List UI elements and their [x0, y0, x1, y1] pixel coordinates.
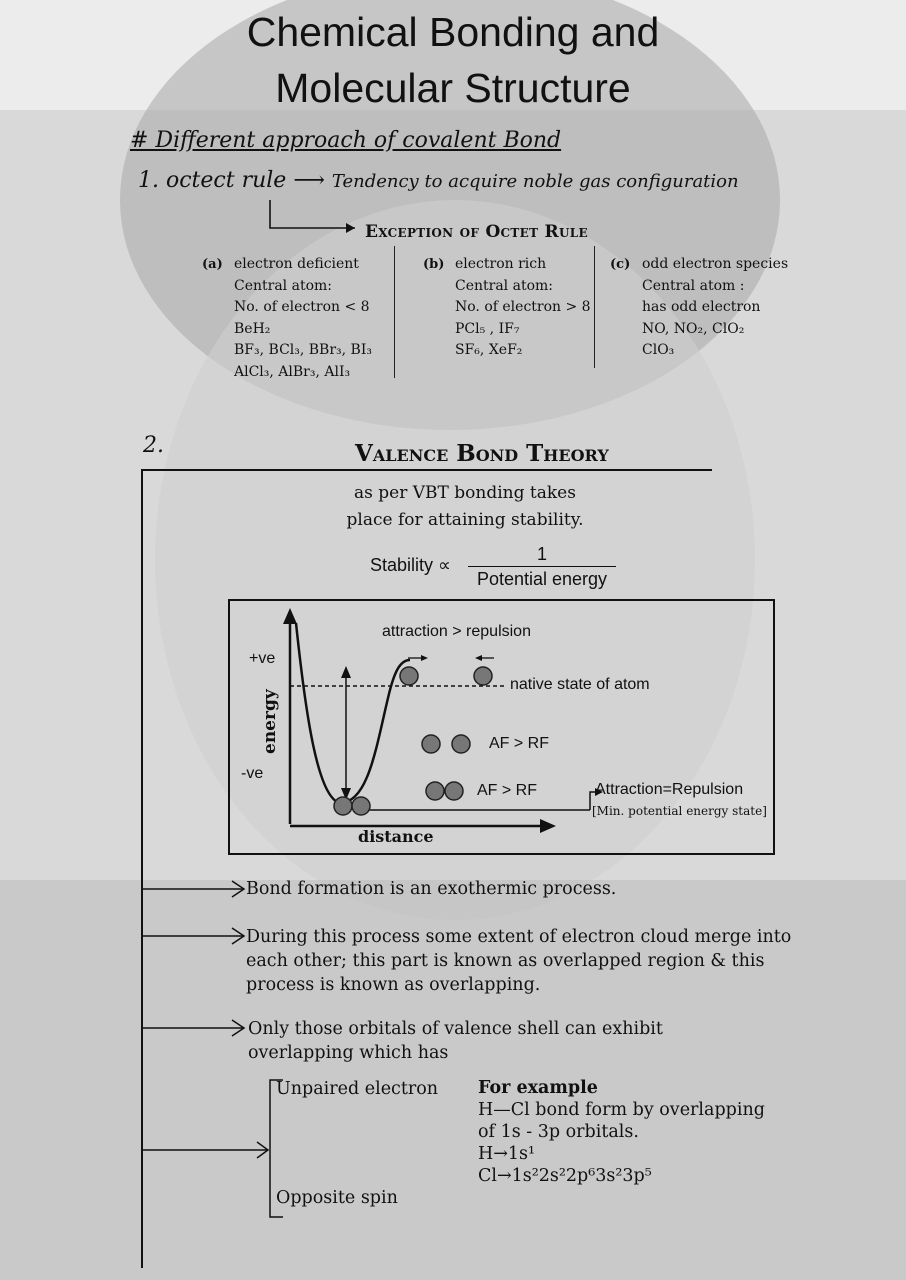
atom-icon	[445, 782, 463, 800]
column-line: electron deficient	[234, 256, 359, 272]
column-line: AlCl₃, AlBr₃, AlI₃	[234, 363, 351, 380]
column-tag: (b)	[423, 257, 445, 272]
point-3	[248, 1017, 663, 1065]
column-line: SF₆, XeF₂	[455, 342, 523, 358]
atom-icon	[426, 782, 444, 800]
handwritten-item-2: 2.	[143, 433, 164, 458]
atom-icon	[474, 667, 492, 685]
title-line-1: Chemical Bonding and	[246, 9, 660, 55]
example-block	[478, 1077, 765, 1187]
atom-icon	[352, 797, 370, 815]
condition-unpaired: Unpaired electron	[276, 1079, 439, 1099]
attraction-repulsion-label: Attraction=Repulsion	[595, 781, 744, 798]
atom-icon	[422, 735, 440, 753]
stability-label: Stability ∝	[370, 555, 451, 575]
af-rf-label-1: AF > RF	[489, 735, 550, 752]
point-1: Bond formation is an exothermic process.	[246, 879, 617, 899]
min-pe-label: [Min. potential energy state]	[592, 804, 767, 818]
fraction-numerator: 1	[536, 544, 547, 564]
point-2-line-1: During this process some extent of electron cloud merge into	[246, 927, 792, 947]
cl-config: Cl→1s²2s²2p⁶3s²3p⁵	[478, 1166, 652, 1186]
column-line: No. of electron < 8	[234, 299, 370, 315]
atom-icon	[400, 667, 418, 685]
column-line: No. of electron > 8	[455, 299, 591, 315]
column-line: Central atom :	[642, 277, 745, 294]
column-line: BF₃, BCl₃, BBr₃, BI₃	[234, 342, 372, 358]
vbt-description	[300, 480, 630, 534]
vbt-text-line-1: as per VBT bonding takes	[354, 483, 576, 503]
x-axis-arrow-icon	[540, 819, 556, 833]
column-tag: (a)	[202, 257, 223, 272]
af-rf-label-2: AF > RF	[477, 782, 538, 799]
plus-ve-label: +ve	[249, 650, 276, 667]
example-heading: For example	[478, 1078, 598, 1098]
vbt-text-line-2: place for attaining stability.	[346, 510, 584, 530]
title-line-2: Molecular Structure	[275, 65, 631, 111]
item1-label: 1. octect rule	[138, 168, 287, 193]
attraction-label: attraction > repulsion	[382, 623, 531, 640]
example-line-1: H—Cl bond form by overlapping	[478, 1100, 765, 1120]
handwritten-heading: # Different approach of covalent Bond	[130, 128, 562, 153]
column-line: has odd electron	[642, 299, 761, 315]
column-line: electron rich	[455, 256, 547, 272]
atom-icon	[452, 735, 470, 753]
stability-fraction	[468, 542, 616, 591]
column-line: odd electron species	[642, 256, 789, 272]
vbt-title: Valence Bond Theory	[355, 440, 609, 467]
minus-ve-label: -ve	[241, 765, 264, 782]
native-state-label: native state of atom	[510, 676, 650, 693]
column-line: ClO₃	[642, 342, 675, 358]
column-tag: (c)	[610, 257, 631, 272]
point-2-line-3: process is known as overlapping.	[246, 975, 541, 995]
item1-arrow-text: Tendency to acquire noble gas configuration	[331, 171, 739, 192]
point-3-line-1: Only those orbitals of valence shell can exhibit	[248, 1019, 663, 1039]
atom-icon	[334, 797, 352, 815]
column-line: Central atom:	[455, 277, 553, 294]
column-line: PCl₅ , IF₇	[455, 320, 520, 337]
arrow-icon: ⟶	[293, 168, 332, 193]
exception-title: Exception of Octet Rule	[365, 222, 588, 242]
column-line: NO, NO₂, ClO₂	[642, 320, 745, 337]
column-line: Central atom:	[234, 277, 332, 294]
energy-curve	[296, 623, 410, 803]
arrow-up-icon	[341, 666, 351, 678]
y-axis-arrow-icon	[283, 608, 297, 624]
y-axis-label: energy	[260, 689, 280, 754]
condition-opposite-spin: Opposite spin	[276, 1188, 398, 1208]
example-line-2: of 1s - 3p orbitals.	[478, 1122, 639, 1142]
h-config: H→1s¹	[478, 1144, 536, 1164]
point-2	[246, 925, 791, 997]
point-2-line-2: each other; this part is known as overlapped region & this	[246, 951, 765, 971]
column-line: BeH₂	[234, 320, 271, 337]
x-axis-label: distance	[358, 827, 434, 846]
point-3-line-2: overlapping which has	[248, 1043, 449, 1063]
fraction-denominator: Potential energy	[468, 566, 616, 591]
